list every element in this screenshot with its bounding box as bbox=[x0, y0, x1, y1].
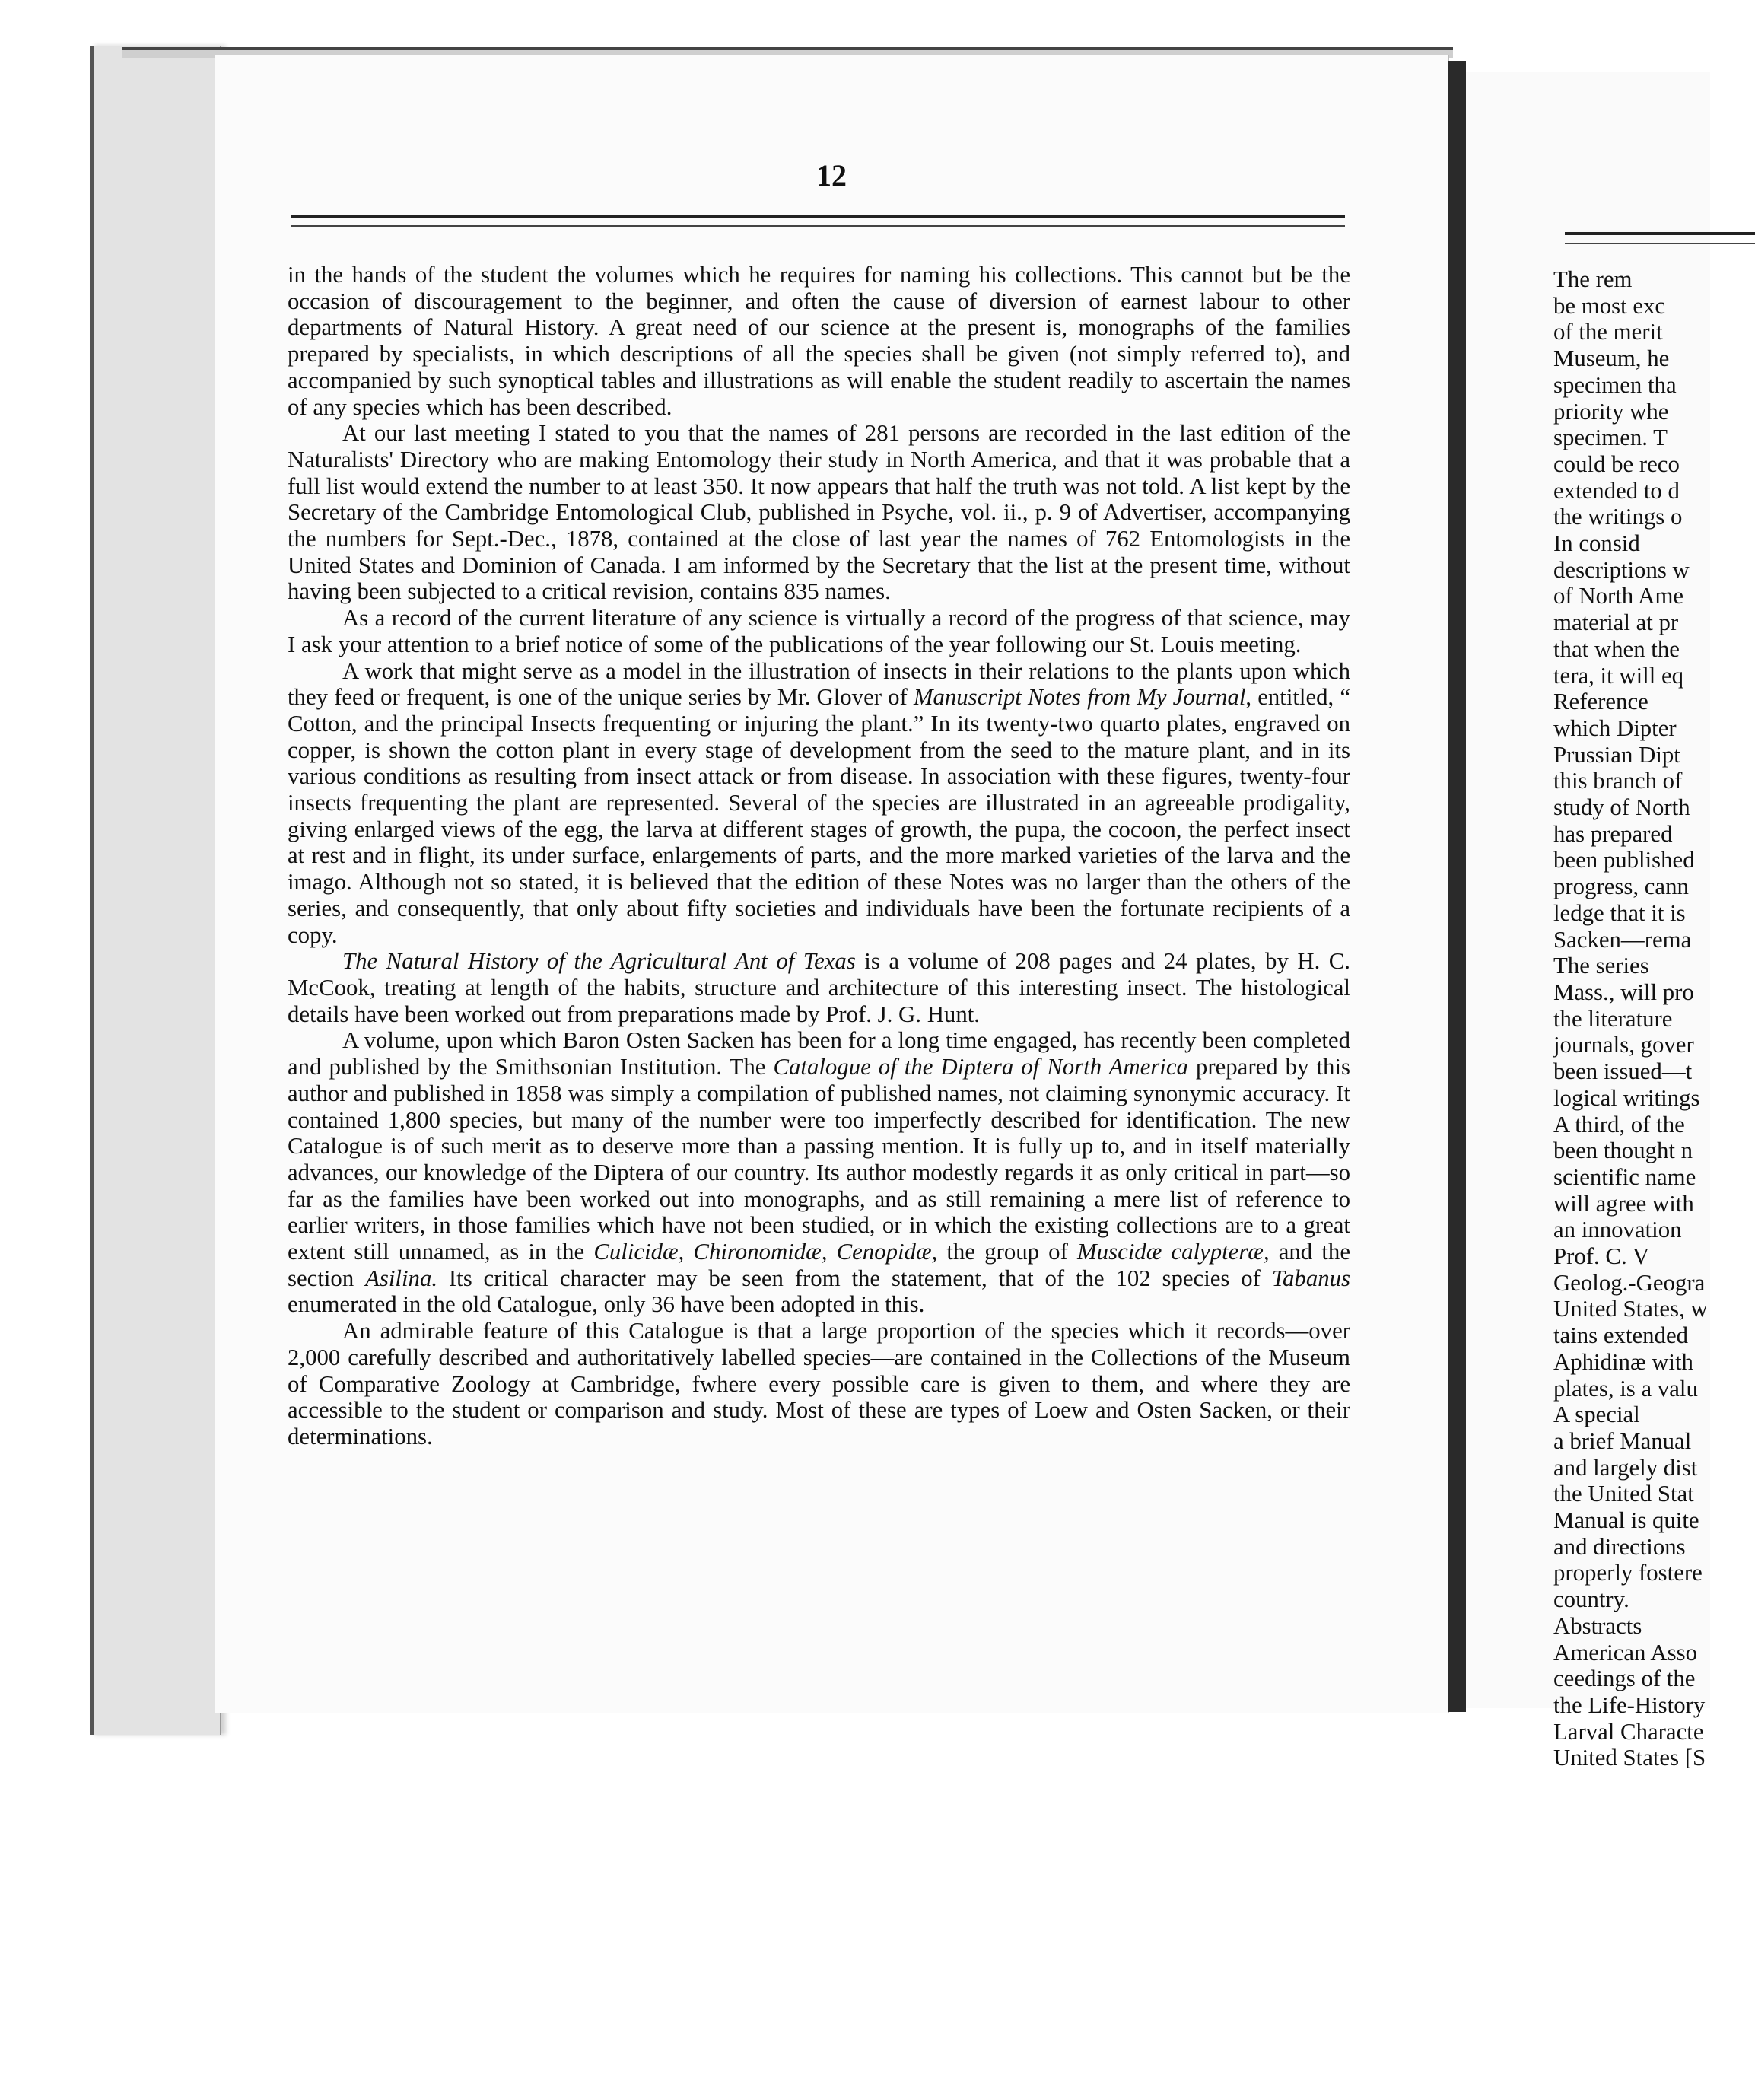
page-number: 12 bbox=[816, 158, 847, 192]
right-page-line: country. bbox=[1553, 1586, 1629, 1613]
right-page-line: United States, w bbox=[1553, 1296, 1708, 1322]
right-page-line: Prussian Dipt bbox=[1553, 741, 1680, 768]
italic-taxa: Tabanus bbox=[1271, 1265, 1350, 1291]
paragraph-7: An admirable feature of this Catalogue is that a large proportion of the species which it records—over 2,000 carefully described and authoritatively labelled species—are contained in the Collections of the Museum of Comparative Zoology at Cambridge, fwhere every possible care is given to them, and where they are accessible to the student or comparison and study. Most of these are types of Loew and Osten Sacken, or their determinations. bbox=[288, 1318, 1350, 1449]
right-page-text bbox=[1553, 266, 1713, 1771]
right-page-line: Reference bbox=[1553, 689, 1648, 715]
right-page-line: United States [S bbox=[1553, 1745, 1706, 1771]
right-page-line: extended to d bbox=[1553, 477, 1680, 504]
right-page-line: Mass., will pro bbox=[1553, 978, 1694, 1005]
right-page-line: progress, cann bbox=[1553, 873, 1689, 900]
text-run: prepared by this author and published in 1858 was simply a compilation of published names, not claiming synonymic accuracy. It contained 1,800 species, but many of the number were too imperfectly described for identification. The new Catalogue is of such merit as to deserve more than a passing mention. It is fully up to, and in itself materially advances, our knowledge of the Diptera of our country. Its author modestly regards it as only critical in part—so far as the families have been worked out into monographs, and as still remaining a mere list of reference to earlier writers, in those families which have not been studied, or in which the existing collections are to a great extent still unnamed, as in the bbox=[288, 1054, 1350, 1265]
right-page-line: ledge that it is bbox=[1553, 899, 1686, 926]
right-page-line: been thought n bbox=[1553, 1138, 1693, 1164]
right-page-line: of North Ame bbox=[1553, 583, 1684, 609]
right-page-line: material at pr bbox=[1553, 609, 1679, 636]
right-page-line: the United Stat bbox=[1553, 1481, 1694, 1507]
right-page-line: Sacken—rema bbox=[1553, 926, 1692, 953]
right-page-line: has prepared bbox=[1553, 820, 1673, 847]
text-run: the group of bbox=[937, 1239, 1078, 1265]
right-page-line: been issued—t bbox=[1553, 1058, 1693, 1085]
right-page-line: tains extended bbox=[1553, 1322, 1689, 1349]
book-edge bbox=[90, 46, 221, 1735]
paragraph-1: in the hands of the student the volumes which he requires for naming his collections. This cannot but be the occasion of discouragement to the beginner, and often the cause of diversion of earnest labour to other departments of Natural History. A great need of our science at the present is, monographs of the families prepared by specialists, in which descriptions of all the species shall be given (not simply referred to), and accompanied by such synoptical tables and illustrations as will enable the student readily to ascertain the names of any species which has been described. bbox=[288, 262, 1350, 420]
right-page-line: The series bbox=[1553, 953, 1649, 979]
right-page-line: of the merit bbox=[1553, 319, 1663, 345]
right-page-line: will agree with bbox=[1553, 1190, 1694, 1217]
right-page-line: study of North bbox=[1553, 794, 1690, 821]
right-page-line: a brief Manual bbox=[1553, 1427, 1692, 1454]
right-page-line: priority whe bbox=[1553, 398, 1669, 425]
right-page-line: American Asso bbox=[1553, 1639, 1698, 1666]
right-page-line: Geolog.-Geogra bbox=[1553, 1269, 1706, 1296]
right-page-line: scientific name bbox=[1553, 1163, 1696, 1190]
right-page-line: ceedings of the bbox=[1553, 1666, 1696, 1692]
text-run: A volume, upon which Baron Osten Sacken has been for a long time engaged, has recently been completed and published by the Smithsonian Institution. The bbox=[288, 1027, 1350, 1080]
right-page-line: tera, it will eq bbox=[1553, 662, 1684, 689]
right-page-line: and directions bbox=[1553, 1533, 1686, 1560]
right-page-line: Larval Characte bbox=[1553, 1718, 1704, 1745]
italic-taxa: Muscidæ calypteræ, bbox=[1077, 1239, 1270, 1265]
right-page-line: which Dipter bbox=[1553, 714, 1677, 741]
paragraph-4 bbox=[288, 658, 1350, 949]
right-page-line: specimen tha bbox=[1553, 371, 1677, 398]
right-page-line: A third, of the bbox=[1553, 1111, 1685, 1138]
right-page-line: logical writings bbox=[1553, 1084, 1700, 1111]
text-run: A work that might serve as a model in the illustration of insects in their relations to the plants upon which they feed or frequent, is one of the unique series by Mr. Glover of bbox=[288, 657, 1350, 711]
right-page-line: properly fostere bbox=[1553, 1560, 1703, 1586]
header-rule bbox=[1565, 232, 1755, 244]
right-page-line: an innovation bbox=[1553, 1217, 1682, 1243]
italic-title: The Natural History of the Agricultural Ant of Texas bbox=[342, 948, 856, 975]
italic-taxa: Culicidæ, Chironomidæ, Cenopidæ, bbox=[593, 1239, 938, 1265]
right-page-line: this branch of bbox=[1553, 768, 1683, 794]
text-run: and the section bbox=[288, 1239, 1351, 1291]
right-page-line: the literature bbox=[1553, 1005, 1673, 1032]
right-page-line: Prof. C. V bbox=[1553, 1243, 1650, 1270]
right-page-line: journals, gover bbox=[1553, 1032, 1694, 1058]
book-gutter bbox=[1448, 61, 1466, 1712]
italic-taxa: Asilina. bbox=[365, 1265, 438, 1291]
right-page-line: plates, is a valu bbox=[1553, 1375, 1698, 1402]
italic-title: Catalogue of the Diptera of North America bbox=[773, 1054, 1188, 1080]
paragraph-3: As a record of the current literature of any science is virtually a record of the progress of that science, may I ask your attention to a brief notice of some of the publications of the year following our St. Louis meeting. bbox=[288, 605, 1350, 657]
right-page-line: the Life-History bbox=[1553, 1691, 1706, 1718]
right-page-line: specimen. T bbox=[1553, 425, 1668, 451]
text-run: , entitled, “ Cotton, and the principal Insects frequenting or injuring the plant.” In its twenty-two quarto plates, engraved on copper, is shown the cotton plant in every stage of development from the seed to the mature plant, and in its various conditions as resulting from insect attack or from disease. In association with these figures, twenty-four insects frequenting the plant are represented. Several of the species are illustrated in an agreeable prodigality, giving enlarged views of the egg, the larva at different stages of growth, the pupa, the cocoon, the perfect insect at rest and in flight, its under surface, enlargements of parts, and the more marked varieties of the larva and the imago. Although not so stated, it is believed that the edition of these Notes was no larger than the others of the series, and consequently, that only about fifty societies and individuals have been the fortunate recipients of a copy. bbox=[288, 684, 1350, 948]
left-page bbox=[215, 55, 1449, 1713]
header-rule bbox=[291, 215, 1345, 227]
right-page-line: A special bbox=[1553, 1402, 1640, 1428]
right-page-line: and largely dist bbox=[1553, 1454, 1698, 1481]
right-page-line: be most exc bbox=[1553, 292, 1666, 319]
italic-title: Manuscript Notes from My Journal bbox=[913, 684, 1246, 711]
right-page-line: Manual is quite bbox=[1553, 1507, 1699, 1534]
right-page-line: been published bbox=[1553, 847, 1695, 873]
right-page-line: Aphidinæ with bbox=[1553, 1348, 1693, 1375]
body-text bbox=[288, 262, 1350, 1450]
right-page-line: The rem bbox=[1553, 266, 1633, 292]
paragraph-6 bbox=[288, 1027, 1350, 1318]
paragraph-5 bbox=[288, 948, 1350, 1027]
paragraph-2: At our last meeting I stated to you that the names of 281 persons are recorded in the last edition of the Naturalists' Directory who are making Entomology their study in North America, and that it was probable that a full list would extend the number to at least 350. It now appears that half the truth was not told. A list kept by the Secretary of the Cambridge Entomological Club, published in Psyche, vol. ii., p. 9 of Advertiser, accompanying the numbers for Sept.-Dec., 1878, contained at the close of last year the names of 762 Entomologists in the United States and Dominion of Canada. I am informed by the Secretary that the list at the present time, without having been subjected to a critical revision, contains 835 names. bbox=[288, 420, 1350, 605]
right-page-line: Abstracts bbox=[1553, 1612, 1642, 1639]
right-page-line: descriptions w bbox=[1553, 556, 1690, 583]
right-page-line: could be reco bbox=[1553, 450, 1680, 477]
text-run: Its critical character may be seen from the statement, that of the 102 species of bbox=[437, 1265, 1272, 1291]
text-run: enumerated in the old Catalogue, only 36 have been adopted in this. bbox=[288, 1291, 925, 1318]
right-page-line: the writings o bbox=[1553, 504, 1683, 530]
right-page-fragment bbox=[1466, 72, 1710, 1771]
right-page-line: Museum, he bbox=[1553, 345, 1670, 372]
right-page-line: In consid bbox=[1553, 530, 1640, 557]
right-page-line: that when the bbox=[1553, 635, 1680, 662]
text-run: is a volume of 208 pages and 24 plates, by H. C. McCook, treating at length of the habits, structure and architecture of this interesting insect. The histological details have been worked out from preparations made by Prof. J. G. Hunt. bbox=[288, 948, 1350, 1027]
